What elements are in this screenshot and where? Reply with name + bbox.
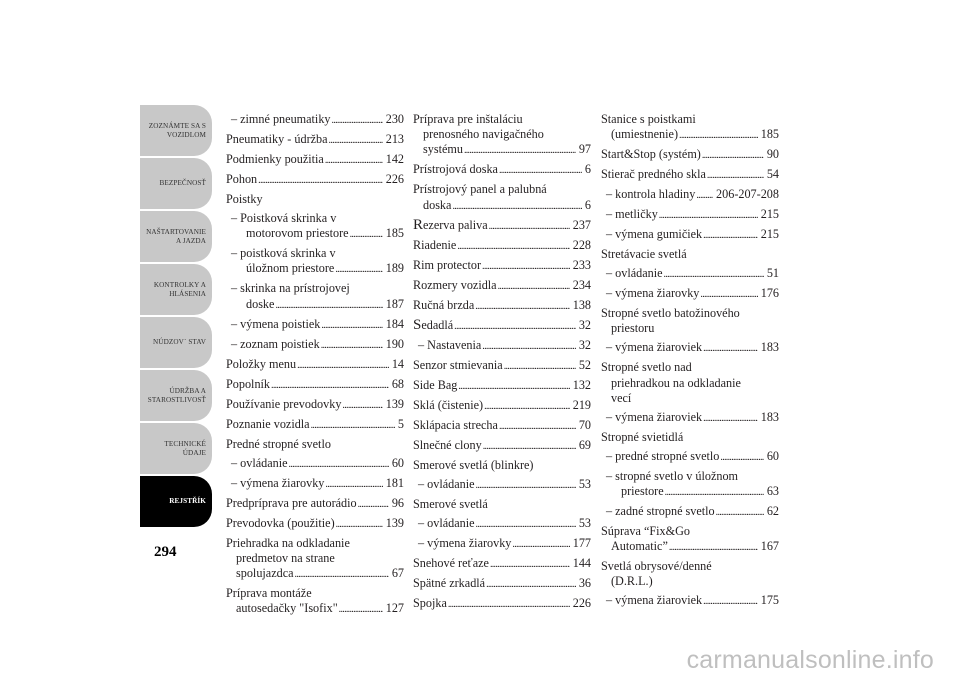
index-page-ref: 185 — [760, 127, 779, 142]
index-entry-text: – ovládanie — [231, 455, 288, 470]
index-entry-text: – ovládanie — [418, 515, 475, 530]
index-page-ref: 228 — [572, 237, 591, 252]
index-entry — [601, 504, 779, 520]
index-entry — [226, 417, 404, 433]
index-entry — [226, 172, 404, 188]
dot-leader — [476, 516, 576, 532]
index-page-ref: 177 — [572, 535, 591, 550]
dot-leader — [486, 576, 576, 592]
index-entry-text: – ovládanie — [606, 266, 663, 281]
dot-leader — [339, 601, 383, 617]
index-entry-text: priestoru — [611, 321, 655, 336]
index-page-ref: 14 — [391, 356, 404, 371]
index-entry-text: Rim protector — [413, 257, 482, 272]
index-entry — [601, 524, 779, 555]
dot-leader — [696, 187, 713, 203]
index-entry — [413, 516, 591, 532]
dot-leader — [297, 357, 389, 373]
index-page-ref: 234 — [572, 277, 591, 292]
index-entry-text: – výmena žiaroviek — [606, 340, 703, 355]
dot-leader — [321, 337, 383, 353]
index-entry-text: – výmena žiarovky — [231, 475, 325, 490]
dot-leader — [720, 449, 763, 465]
index-entry-text: spolujazdca — [236, 566, 294, 581]
index-entry — [226, 397, 404, 413]
index-entry-text: (D.R.L.) — [611, 574, 653, 589]
index-page-ref: 5 — [397, 416, 404, 431]
index-entry-text: – výmena žiaroviek — [606, 593, 703, 608]
chapter-tab[interactable] — [140, 211, 212, 262]
index-page-ref: 67 — [391, 566, 404, 581]
index-entry — [413, 358, 591, 374]
index-entry — [413, 162, 591, 178]
index-entry — [226, 437, 404, 452]
chapter-tab[interactable] — [140, 476, 212, 527]
chapter-tab[interactable] — [140, 317, 212, 368]
dot-leader — [457, 238, 569, 254]
index-page-ref: 32 — [578, 337, 591, 352]
dot-leader — [659, 207, 758, 223]
index-entry-text: Predné stropné svetlo — [226, 436, 331, 451]
index-entry — [413, 438, 591, 454]
index-page-ref: 51 — [766, 266, 779, 281]
dot-leader — [665, 484, 764, 500]
index-page-ref: 6 — [584, 197, 591, 212]
dot-leader — [482, 258, 570, 274]
index-entry-text: Sedadlá — [413, 316, 454, 333]
index-page-ref: 53 — [578, 476, 591, 491]
chapter-tab-label: REJSTŘÍK — [169, 497, 206, 505]
index-entry — [226, 211, 404, 242]
index-page-ref: 233 — [572, 257, 591, 272]
index-entry-text: Svetlá obrysové/denné — [601, 559, 712, 574]
index-page-ref: 36 — [578, 575, 591, 590]
index-entry-text: Stretávacie svetlá — [601, 247, 687, 262]
index-entry-text: – kontrola hladiny — [606, 187, 696, 202]
index-entry-text: Snehové reťaze — [413, 555, 489, 570]
index-entry — [413, 497, 591, 512]
index-page-ref: 52 — [578, 357, 591, 372]
index-entry-text: Stropné svetlo nad — [601, 360, 692, 375]
dot-leader — [271, 377, 389, 393]
index-entry-text: Stropné svetlo batožinového — [601, 306, 740, 321]
index-entry-text: – zoznam poistiek — [231, 336, 320, 351]
index-entry-text: Súprava “Fix&Go — [601, 524, 691, 539]
index-entry-text: – predné stropné svetlo — [606, 448, 720, 463]
index-entry — [413, 338, 591, 354]
index-page-ref: 60 — [391, 455, 404, 470]
index-entry-text: Položky menu — [226, 356, 297, 371]
index-page-ref: 183 — [760, 409, 779, 424]
index-entry — [413, 318, 591, 334]
index-entry — [601, 112, 779, 143]
index-page-ref: 138 — [572, 297, 591, 312]
index-entry — [226, 586, 404, 617]
index-entry-text: doska — [423, 197, 452, 212]
index-entry — [413, 398, 591, 414]
dot-leader — [321, 317, 382, 333]
dot-leader — [490, 556, 570, 572]
chapter-tab[interactable] — [140, 105, 212, 156]
index-page-ref: 175 — [760, 593, 779, 608]
dot-leader — [664, 266, 764, 282]
index-entry-text: Stierač predného skla — [601, 167, 706, 182]
index-entry-text: Pneumatiky - údržba — [226, 132, 328, 146]
index-entry-text: – Poistková skrinka v — [231, 211, 337, 225]
index-entry-text: Spätné zrkadlá — [413, 575, 486, 590]
index-entry — [226, 456, 404, 472]
dot-leader — [275, 297, 382, 313]
dot-leader — [482, 338, 576, 354]
index-entry — [226, 246, 404, 277]
index-entry-text: – ovládanie — [418, 476, 475, 491]
dot-leader — [700, 286, 757, 302]
dot-leader — [342, 397, 382, 413]
chapter-tab[interactable] — [140, 264, 212, 315]
dot-leader — [707, 167, 764, 183]
index-entry-text: – výmena žiaroviek — [606, 409, 703, 424]
index-entry — [601, 266, 779, 282]
index-page-ref: 6 — [584, 162, 591, 177]
page-number: 294 — [154, 544, 177, 560]
dot-leader — [702, 147, 764, 163]
index-entry-text: Príprava montáže — [226, 586, 312, 601]
index-entry-text: Poznanie vozidla — [226, 416, 310, 431]
index-entry — [601, 187, 779, 203]
index-entry-text: Používanie prevodovky — [226, 396, 342, 411]
index-entry-text: Senzor stmievania — [413, 357, 503, 372]
index-entry-text: Prevodovka (použitie) — [226, 515, 335, 530]
index-entry-text: Side Bag — [413, 377, 458, 392]
dot-leader — [703, 593, 758, 609]
dot-leader — [669, 539, 758, 555]
index-page-ref: 96 — [391, 495, 404, 510]
index-entry — [601, 167, 779, 183]
index-entry — [601, 593, 779, 609]
index-page-ref: 226 — [572, 595, 591, 610]
index-page-ref: 60 — [766, 448, 779, 463]
index-page-ref: 237 — [572, 217, 591, 232]
chapter-tabs — [140, 105, 212, 529]
index-entry-text: Smerové svetlá — [413, 496, 488, 511]
dot-leader — [512, 536, 569, 552]
index-entry — [226, 317, 404, 333]
chapter-tab-label: NÚDZOV´ STAV — [153, 338, 206, 346]
index-entry — [226, 377, 404, 393]
index-entry — [413, 218, 591, 234]
index-entry-text: systému — [423, 142, 463, 157]
chapter-tab[interactable] — [140, 423, 212, 474]
dot-leader — [452, 198, 581, 214]
index-entry — [226, 357, 404, 373]
chapter-tab[interactable] — [140, 158, 212, 209]
index-page-ref: 185 — [385, 226, 404, 241]
index-page-ref: 215 — [760, 207, 779, 222]
chapter-tab-label: ZOZNÁMTE SA S VOZIDLOM — [148, 121, 206, 139]
dot-leader — [336, 516, 383, 532]
index-entry — [601, 410, 779, 426]
index-entry-text: Riadenie — [413, 237, 457, 252]
index-entry — [226, 337, 404, 353]
index-entry-text: Rezerva paliva — [413, 216, 488, 233]
dot-leader — [679, 127, 758, 143]
index-entry-text: Start&Stop (systém) — [601, 147, 701, 162]
index-page-ref: 97 — [578, 142, 591, 157]
chapter-tab-label: BEZPEČNOSŤ — [159, 179, 206, 187]
index-entry — [413, 182, 591, 213]
dot-leader — [476, 477, 576, 493]
index-page-ref: 69 — [578, 437, 591, 452]
index-entry-text: Poistky — [226, 192, 263, 206]
dot-leader — [458, 378, 569, 394]
dot-leader — [504, 358, 576, 374]
index-column-1 — [226, 112, 404, 621]
index-entry-text: Prístrojový panel a palubná — [413, 182, 547, 197]
index-entry-text: Sklápacia strecha — [413, 417, 498, 432]
index-page-ref: 139 — [385, 515, 404, 530]
dot-leader — [464, 142, 576, 158]
index-entry — [226, 281, 404, 312]
index-entry — [226, 152, 404, 168]
index-entry — [601, 286, 779, 302]
dot-leader — [295, 566, 389, 582]
index-entry — [601, 430, 779, 445]
dot-leader — [311, 417, 395, 433]
index-entry — [413, 556, 591, 572]
index-entry-text: Smerové svetlá (blinkre) — [413, 457, 534, 472]
dot-leader — [325, 152, 383, 168]
chapter-tab-label: ÚDRŽBA A STAROSTLIVOSŤ — [147, 386, 206, 404]
index-page-ref: 62 — [766, 504, 779, 519]
dot-leader — [498, 278, 570, 294]
index-entry-text: – výmena žiarovky — [606, 286, 700, 301]
index-page-ref: 181 — [385, 475, 404, 490]
index-entry-text: Prístrojová doska — [413, 162, 498, 177]
index-entry-text: – výmena žiarovky — [418, 535, 512, 550]
index-entry — [601, 449, 779, 465]
index-entry-text: Slnečné clony — [413, 437, 482, 452]
index-entry-text: Podmienky použitia — [226, 152, 324, 166]
index-page-ref: 54 — [766, 167, 779, 182]
index-column-3 — [601, 112, 779, 613]
index-entry — [601, 227, 779, 243]
index-entry — [601, 360, 779, 406]
index-entry — [413, 477, 591, 493]
index-entry — [226, 192, 404, 207]
dot-leader — [703, 340, 758, 356]
index-entry-text: doske — [246, 296, 275, 311]
index-entry-text: – stropné svetlo v úložnom — [606, 468, 739, 483]
index-entry — [601, 469, 779, 500]
index-page-ref: 176 — [760, 286, 779, 301]
index-page-ref: 184 — [385, 316, 404, 331]
dot-leader — [454, 318, 576, 334]
index-entry — [413, 112, 591, 159]
index-entry — [413, 238, 591, 254]
index-page-ref: 187 — [385, 296, 404, 311]
index-page-ref: 139 — [385, 396, 404, 411]
index-entry — [413, 536, 591, 552]
dot-leader — [350, 226, 383, 242]
index-entry — [226, 112, 404, 128]
index-entry-text: (umiestnenie) — [611, 127, 679, 142]
index-entry-text: motorovom priestore — [246, 226, 349, 241]
index-column-2 — [413, 112, 591, 616]
index-page-ref: 189 — [385, 261, 404, 276]
watermark: carmanualsonline.info — [686, 646, 934, 674]
index-page-ref: 183 — [760, 340, 779, 355]
index-page-ref: 63 — [766, 484, 779, 499]
index-entry-text: Automatic” — [611, 539, 668, 554]
index-entry-text: Stropné svietidlá — [601, 429, 684, 444]
index-entry — [601, 147, 779, 163]
dot-leader — [703, 410, 758, 426]
index-entry-text: – zimné pneumatiky — [231, 112, 331, 126]
index-entry-text: Pohon — [226, 172, 258, 186]
index-entry-text: Sklá (čistenie) — [413, 397, 484, 412]
index-entry — [226, 496, 404, 512]
index-entry — [226, 476, 404, 492]
index-page-ref: 144 — [572, 555, 591, 570]
index-entry-text: autosedačky "Isofix" — [236, 601, 338, 616]
index-entry-text: priestore — [621, 484, 664, 499]
index-page-ref: 226 — [385, 172, 404, 186]
dot-leader — [258, 172, 383, 188]
index-entry-text: Popolník — [226, 376, 271, 391]
dot-leader — [335, 261, 382, 277]
index-page-ref: 68 — [391, 376, 404, 391]
index-entry-text: – metličky — [606, 207, 658, 222]
dot-leader — [703, 227, 758, 243]
index-page-ref: 132 — [572, 377, 591, 392]
index-page-ref: 206-207-208 — [716, 187, 779, 202]
index-entry-text: – skrinka na prístrojovej — [231, 281, 350, 296]
index-page-ref: 219 — [572, 397, 591, 412]
index-entry-text: Spojka — [413, 595, 447, 610]
index-entry — [226, 536, 404, 583]
index-entry — [601, 247, 779, 262]
index-page-ref: 142 — [385, 152, 404, 166]
index-entry — [601, 340, 779, 356]
index-entry — [226, 132, 404, 148]
index-entry — [226, 516, 404, 532]
index-entry-text: – poistková skrinka v — [231, 246, 336, 261]
index-page-ref: 215 — [760, 227, 779, 242]
dot-leader — [499, 162, 582, 178]
index-entry-text: – výmena poistiek — [231, 316, 321, 331]
index-page-ref: 167 — [760, 539, 779, 554]
dot-leader — [483, 438, 576, 454]
index-page-ref: 230 — [385, 112, 404, 126]
index-entry-text: predmetov na strane — [236, 550, 335, 565]
index-entry-text: Priehradka na odkladanie — [226, 535, 350, 550]
chapter-tab-label: KONTROLKY A HLÁSENIA — [153, 280, 206, 298]
index-entry-text: Príprava pre inštaláciu — [413, 112, 523, 126]
dot-leader — [484, 398, 570, 414]
index-entry — [413, 418, 591, 434]
index-entry — [601, 207, 779, 223]
index-page-ref: 90 — [766, 147, 779, 162]
index-page-ref: 53 — [578, 515, 591, 530]
index-entry-text: Ručná brzda — [413, 297, 475, 312]
chapter-tab-label: TECHNICKÉ ÚDAJE — [164, 439, 206, 457]
chapter-tab[interactable] — [140, 370, 212, 421]
index-entry — [413, 378, 591, 394]
dot-leader — [329, 132, 383, 148]
index-entry — [601, 306, 779, 336]
index-entry-text: priehradkou na odkladanie — [611, 375, 741, 390]
index-entry-text: Predpríprava pre autorádio — [226, 495, 357, 510]
index-page-ref: 190 — [385, 336, 404, 351]
index-entry — [601, 559, 779, 589]
index-page-ref: 127 — [385, 601, 404, 616]
dot-leader — [358, 496, 389, 512]
dot-leader — [489, 218, 570, 234]
index-entry — [413, 576, 591, 592]
index-page-ref: 70 — [578, 417, 591, 432]
index-entry-text: Rozmery vozidla — [413, 277, 497, 292]
index-page-ref: 32 — [578, 317, 591, 332]
index-entry-text: úložnom priestore — [246, 261, 335, 276]
index-entry — [413, 298, 591, 314]
chapter-tab-label: NAŠTARTOVANIE A JAZDA — [146, 227, 206, 245]
index-entry — [413, 596, 591, 612]
dot-leader — [448, 596, 570, 612]
dot-leader — [325, 476, 382, 492]
index-entry-text: prenosného navigačného — [423, 127, 544, 142]
index-entry — [413, 458, 591, 473]
dot-leader — [716, 504, 764, 520]
dot-leader — [499, 418, 576, 434]
dot-leader — [475, 298, 569, 314]
dot-leader — [289, 456, 389, 472]
index-entry-text: – zadné stropné svetlo — [606, 504, 715, 519]
index-page-ref: 213 — [385, 132, 404, 146]
index-entry-text: – Nastavenia — [418, 337, 482, 352]
index-entry-text: vecí — [611, 390, 632, 405]
index-entry-text: Stanice s poistkami — [601, 112, 696, 126]
index-entry — [413, 258, 591, 274]
dot-leader — [332, 112, 383, 128]
index-entry — [413, 278, 591, 294]
index-entry-text: – výmena gumičiek — [606, 227, 703, 242]
